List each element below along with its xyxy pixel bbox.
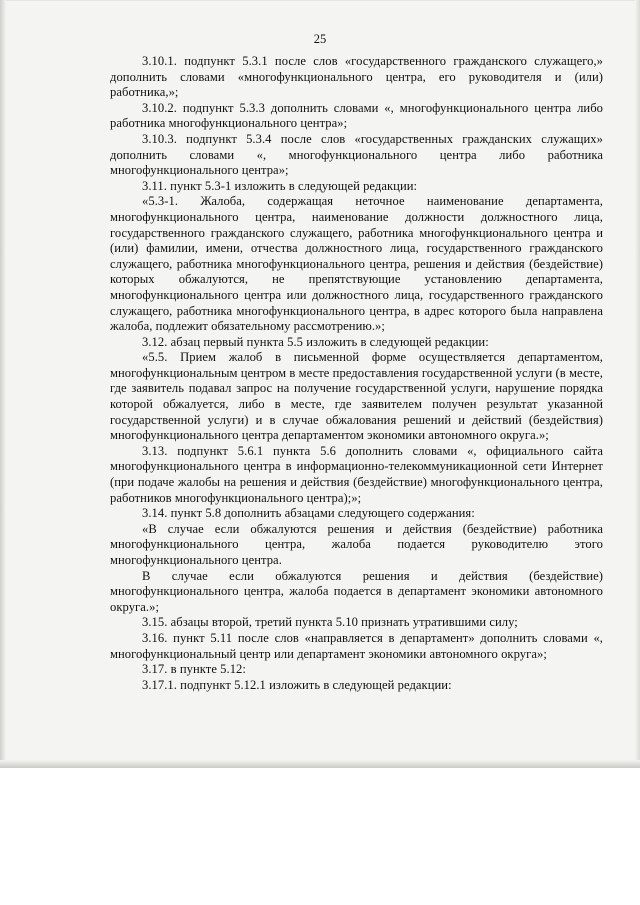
paragraph: 3.17. в пункте 5.12:: [142, 662, 246, 677]
scan-bottom-shadow: [0, 760, 640, 768]
paragraph: 3.10.1. подпункт 5.3.1 после слов «государственного гражданского служащего,» дополнить словами «многофункционального центра, его руководителя и (или) работника,»;: [110, 54, 603, 100]
paragraph: 3.13. подпункт 5.6.1 пункта 5.6 дополнить словами «, официального сайта многофункционального центра в информационно-телекоммуникационной сети Интернет (при подаче жалобы на решения и действия (бездействие) многофункционального центра, работников многофункционального центра);»;: [110, 443, 603, 505]
paragraph: 3.10.2. подпункт 5.3.3 дополнить словами «, многофункционального центра либо работника многофункционального центра»;: [110, 100, 603, 131]
paragraph: «5.5. Прием жалоб в письменной форме осуществляется департаментом, многофункциональным центром в месте предоставления государственной услуги (в месте, где заявитель подавал запрос на получение государственной услуги, нарушение порядка которой обжалуется, либо в месте, где заявителем получен результат указанной государственной услуги) и в случае обжалования решений и действий (бездействия) многофункционального центра департаментом экономики автономного округа.»;: [110, 350, 603, 443]
scan-right-edge: [635, 0, 640, 768]
page-number: 25: [313, 32, 327, 46]
paragraph: 3.10.3. подпункт 5.3.4 после слов «государственных гражданских служащих» дополнить словами «, многофункционального центра либо работника многофункционального центра»;: [110, 131, 603, 178]
paragraph: 3.14. пункт 5.8 дополнить абзацами следующего содержания:: [142, 506, 475, 521]
paragraph: 3.15. абзацы второй, третий пункта 5.10 признать утратившими силу;: [142, 615, 518, 630]
paragraph: 3.16. пункт 5.11 после слов «направляется в департамент» дополнить словами «, многофункциональный центр или департамент экономики автономного округа»;: [110, 630, 603, 661]
scan-left-edge: [0, 0, 6, 768]
paragraph: «5.3-1. Жалоба, содержащая неточное наименование департамента, многофункционального центра, наименование должности должностного лица, государственного гражданского служащего, работника многофункционального центра и (или) фамилии, имени, отчества должностного лица, государственного гражданского служащего, работника многофункционального центра, решения и действия (бездействие) которых обжалуются, не препятствующие установлению департамента, многофункционального центра или должностного лица, государственного гражданского служащего, работника многофункционального центра, в адрес которого была направлена жалоба, подлежит обязательному рассмотрению.»;: [110, 194, 603, 334]
paragraph: 3.11. пункт 5.3-1 изложить в следующей редакции:: [142, 178, 418, 193]
paragraph: «В случае если обжалуются решения и действия (бездействие) работника многофункционального центра, жалоба подается руководителю этого многофункционального центра.: [110, 521, 603, 567]
paragraph: В случае если обжалуются решения и действия (бездействие) многофункционального центра, жалоба подается в департамент экономики автономного округа.»;: [110, 568, 603, 614]
paragraph: 3.12. абзац первый пункта 5.5 изложить в следующей редакции:: [142, 334, 489, 349]
document-body: [110, 54, 603, 693]
paragraph: 3.17.1. подпункт 5.12.1 изложить в следующей редакции:: [142, 677, 452, 692]
